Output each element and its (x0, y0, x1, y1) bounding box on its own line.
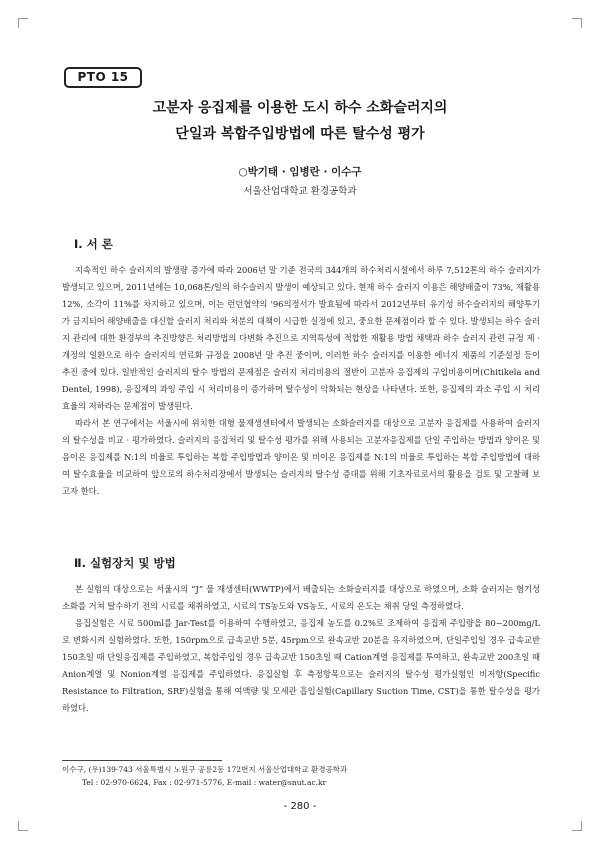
paper-code-badge: PTO 15 (64, 67, 142, 88)
crop-mark (18, 821, 28, 831)
introduction-body (62, 262, 540, 500)
crop-mark (18, 18, 28, 28)
footnote-divider (62, 760, 222, 761)
methods-body (62, 581, 540, 717)
affiliation: 서울산업대학교 환경공학과 (243, 186, 357, 197)
paragraph: 지속적인 하수 슬러지의 발생량 증가에 따라 2006년 말 기준 전국의 344개의 하수처리시설에서 하루 7,512톤의 하수 슬러지가 발생되고 있으며, 2011년에는 10,068톤/일의 하수슬러지 발생이 예상되고 있다. 현재 하수 슬러지 이용은 해양배출이 73%, 재활용 12%, 소각이 11%를 차지하고 있으며, 이는 런던협약의 '96의정서가 발효됨에 따라서 2012년부터 유기성 하수슬러지의 해양투기가 금지되어 해양배출을 대신할 슬러지 처리와 처분의 대책이 시급한 실정에 있고, 중요한 문제점이라 할 수 있다. 발생되는 하수 슬러지 관리에 대한 환경부의 추진방향은 처리방법의 다변화 추진으로 지역특성에 적합한 재활용 방법 채택과 하수 슬러지 관련 규정 제 · 개정의 일환으로 하수 슬러지의 연료화 규정을 2008년 말 추진 중이며, 이러한 하수 슬러지를 이용한 에너지 제품의 기준설정 등이 추진 중에 있다. 일반적인 슬러지의 탈수 방법의 문제점은 슬러지 처리비용의 절반이 고분자 응집제의 구입비용이며(Chitikela and Dentel, 1998), 응집제의 과잉 주입 시 처리비용이 증가하며 탈수성이 악화되는 현상을 나타낸다. 또한, 응집제의 과소 주입 시 처리효율의 저하라는 문제점이 발생된다. (62, 265, 540, 411)
paragraph: 응집실험은 시료 500ml를 Jar-Test를 이용하여 수행하였고, 응집제 농도를 0.2%로 조제하여 응집제 주입량을 80~200mg/L로 변화시켜 실험하였다. 또한, 150rpm으로 급속교반 5분, 45rpm으로 완속교반 20분을 유지하였으며, 단일주입일 경우 급속교반 150초일 때 단일응집제를 주입하였고, 복합주입일 경우 급속교반 150초일 때 Cation계열 응집제를 투여하고, 완속교반 200초일 때 Anion계열 및 Nonion계열 응집제를 주입하였다. 응집실험 후 측정항목으로는 슬러지의 탈수성 평가실험인 비저항(Specific Resistance to Filtration, SRF)실험을 통해 여액량 및 모세관 흡입실험(Capillary Suction Time, CST)을 통한 탈수성을 평가하였다. (62, 618, 540, 713)
author-list: ○박기태 · 임병란 · 이수구 (238, 166, 362, 178)
footnote-address: 이수구, (우)139-743 서울특별시 노원구 공릉2동 172번지 서울산업대학교 환경공학과 (62, 765, 348, 774)
paragraph: 따라서 본 연구에서는 서울시에 위치한 대형 물재생센터에서 발생되는 소화슬러지를 대상으로 고분자 응집제를 사용하여 슬러지의 탈수성을 비교 · 평가하였다. 슬러지의 응집처리 및 탈수성 평가를 위해 사용되는 고분자응집제를 단일 주입하는 방법과 양이온 및 음이온 응집제를 N:1의 비율로 투입하는 복합 주입방법과 양이온 및 비이온 응집제를 N:1의 비율로 투입하는 복합 주입방법에 대하여 탈수효율을 비교하여 앞으로의 하수처리장에서 발생되는 슬러지의 탈수성 증대를 위해 기초자료로서의 활용을 검토 및 고찰해 보고자 한다. (62, 418, 540, 496)
paper-title-line-1: 고분자 응집제를 이용한 도시 하수 소화슬러지의 (152, 100, 448, 116)
crop-mark (572, 18, 582, 28)
paper-title-line-2: 단일과 복합주입방법에 따른 탈수성 평가 (175, 126, 425, 142)
page-number: - 280 - (283, 801, 317, 812)
footnote-contact: Tel : 02-970-6624, Fax : 02-971-5776, E-mail : water@snut.ac.kr (82, 778, 327, 787)
paragraph: 본 실험의 대상으로는 서울시의 “J” 물 재생센터(WWTP)에서 배출되는 소화슬러지를 대상으로 하였으며, 소화 슬러지는 혐기성 소화를 거쳐 탈수하기 전의 시료를 채취하였고, 시료의 TS농도와 VS농도, 시료의 온도는 채취 당일 측정하였다. (62, 584, 540, 611)
crop-mark (572, 821, 582, 831)
section-heading-methods: Ⅱ. 실험장치 및 방법 (74, 556, 176, 570)
section-heading-introduction: Ⅰ. 서 론 (74, 237, 113, 251)
